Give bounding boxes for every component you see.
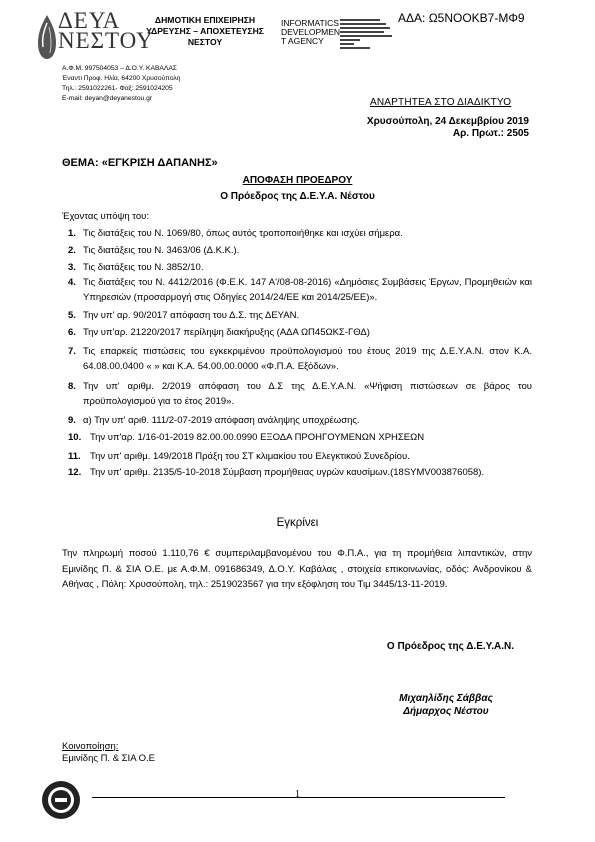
deya-logo	[36, 8, 154, 61]
signatory-role: Δήμαρχος Νέστου	[403, 706, 489, 717]
closing-title: Ο Πρόεδρος της Δ.Ε.Υ.Α.Ν.	[386, 641, 514, 652]
date: Χρυσούπολη, 24 Δεκεμβρίου 2019	[366, 116, 529, 127]
list-item: 6. Την υπ'αρ. 21220/2017 περίληψη διακήρυξης (ΑΔΑ ΩΠ45ΩΚΣ-ΓΘΔ)	[68, 327, 370, 338]
list-item: 8. Την υπ' αριθμ. 2/2019 απόφαση του Δ.Σ της Δ.Ε.Υ.Α.Ν. «Ψήφιση πιστώσεων σε βάρος του προϋπολογισμού για το έτος 2019».	[68, 381, 532, 407]
logo-text: ΔΕΥΑ ΝΕΣΤΟΥ	[58, 8, 154, 53]
list-item: 2. Τις διατάξεις του Ν. 3463/06 (Δ.Κ.Κ.).	[68, 245, 240, 256]
notification-label: Κοινοποίηση:	[62, 741, 119, 752]
list-item: 4. Τις διατάξεις του Ν. 4412/2016 (Φ.Ε.Κ. 147 Α'/08-08-2016) «Δημόσιες Συμβάσεις Έργων, Προμηθειών και Υπηρεσιών (προσαρμογή στις Οδηγίες 2014/24/ΕΕ και 2014/25/ΕΕ)».	[68, 277, 532, 303]
subject: ΘΕΜΑ: «ΕΓΚΡΙΣΗ ΔΑΠΑΝΗΣ»	[62, 157, 218, 169]
president-heading: Ο Πρόεδρος της Δ.Ε.Υ.Α. Νέστου	[220, 191, 375, 202]
decision-title: ΑΠΟΦΑΣΗ ΠΡΟΕΔΡΟΥ	[242, 175, 353, 186]
address-block: Α.Φ.Μ. 997504053 – Δ.Ο.Υ. ΚΑΒΑΛΑΣ Έναντι Προφ. Ηλία, 64200 Χρυσούπολη Τηλ.: 2591022261- Φαξ: 2591024205 E-mail: deyan@deyanestou.gr	[62, 65, 181, 102]
page-number: 1	[295, 789, 300, 800]
list-item: 3. Τις διατάξεις του Ν. 3852/10.	[68, 262, 204, 273]
protocol-number: Αρ. Πρωτ.: 2505	[452, 128, 529, 139]
date-block	[0, 116, 529, 140]
list-item: 11. Την υπ' αριθμ. 149/2018 Πράξη του ΣΤ κλιμακίου του Ελεγκτικού Συνεδρίου.	[68, 451, 410, 462]
signature-block	[360, 692, 532, 718]
list-item: 7. Τις επαρκείς πιστώσεις του εγκεκριμένου προϋπολογισμού του έτους 2019 της Δ.Ε.Υ.Α.Ν. στον Κ.Α. 64.08.00.0400 « » και Κ.Α. 54.00.00.0000 «Φ.Π.Α. Εξόδων».	[68, 346, 532, 372]
list-item: 10. Την υπ'αρ. 1/16-01-2019 82.00.00.0990 ΕΞΟΔΑ ΠΡΟΗΓΟΥΜΕΝΩΝ ΧΡΗΣΕΩΝ	[68, 432, 425, 443]
ada-code: ΑΔΑ: Ω5ΝΟΟΚΒ7-ΜΦ9	[398, 11, 525, 25]
publish-online-note: ΑΝΑΡΤΗΤΕΑ ΣΤΟ ΔΙΑΔΙΚΤΥΟ	[370, 97, 512, 108]
org-name: ΔΗΜΟΤΙΚΗ ΕΠΙΧΕΙΡΗΣΗ ΥΔΡΕΥΣΗΣ – ΑΠΟΧΕΤΕΥΣΗΣ ΝΕΣΤΟΥ	[146, 15, 264, 47]
approves-heading: Εγκρίνει	[276, 517, 319, 529]
dev-agency-label: INFORMATICS DEVELOPMEN T AGENCY	[281, 18, 341, 46]
notification-recipient: Εμινίδης Π. & ΣΙΑ Ο.Ε	[62, 753, 156, 764]
list-item: 12. Την υπ' αριθμ. 2135/5-10-2018 Σύμβαση προμήθειας υγρών καυσίμων.(18SYMV003876058).	[68, 467, 485, 478]
payment-paragraph: Την πληρωμή ποσού 1.110,76 € συμπεριλαμβανομένου του Φ.Π.Α., για τη προμήθεια λιπαντικών, στην Εμινίδης Π. & ΣΙΑ Ο.Ε. με Α.Φ.Μ. 091686349, Δ.Ο.Υ. Καβάλας , στοιχεία επικοινωνίας, οδός: Ανδρονίκου & Αθήνας , Πόλη: Χρυσούπολη, τηλ.: 2519023567 για την εξόφληση του Τιμ 3445/13-11-2019.	[62, 548, 532, 590]
signatory-name: Μιχαηλίδης Σάββας	[399, 693, 493, 704]
list-item: 9. α) Την υπ' αριθ. 111/2-07-2019 απόφαση ανάληψης υποχρέωσης.	[68, 415, 360, 426]
list-item: 1. Τις διατάξεις του Ν. 1069/80, όπως αυτός τροποποιήθηκε και ισχύει σήμερα.	[68, 228, 403, 239]
considering-label: Έχοντας υπόψη του:	[62, 211, 150, 222]
list-item: 5. Την υπ' αρ. 90/2017 απόφαση του Δ.Σ. της ΔΕΥΑΝ.	[68, 310, 300, 321]
certification-seal-icon	[41, 780, 81, 820]
dev-agency-fine-print	[340, 19, 398, 58]
